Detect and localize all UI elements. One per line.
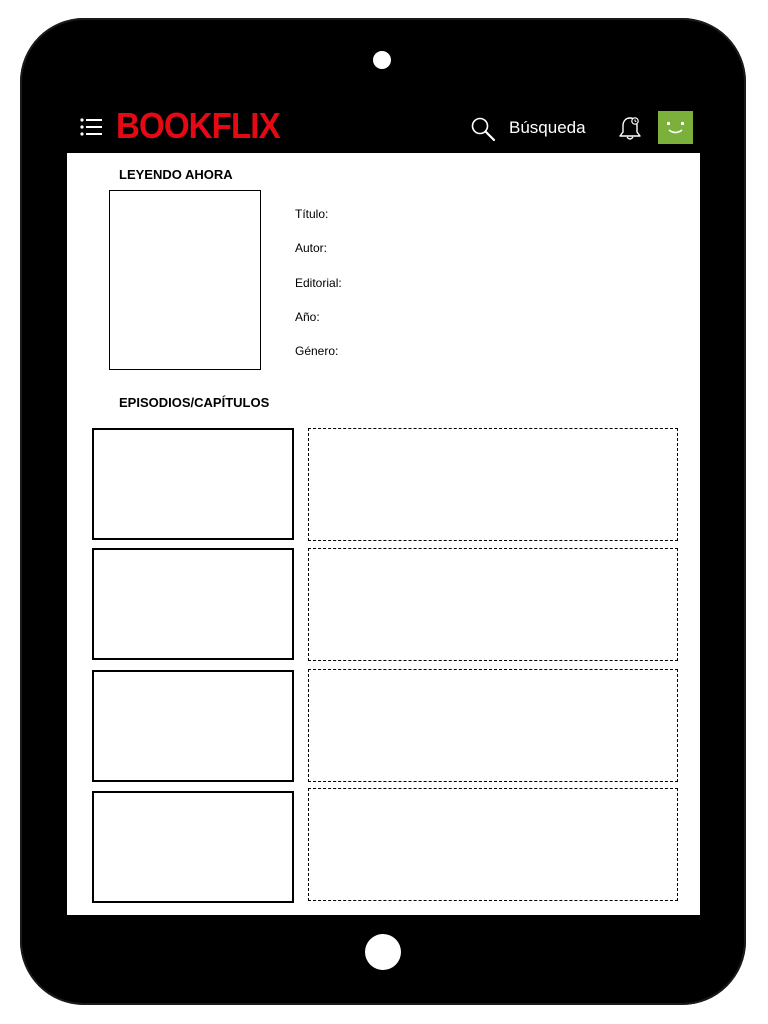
- episode-description[interactable]: [308, 669, 678, 782]
- field-title-label: Título:: [295, 207, 329, 221]
- book-cover[interactable]: [109, 190, 261, 370]
- brand-logo[interactable]: BOOKFLIX: [116, 105, 280, 146]
- field-genre-label: Género:: [295, 344, 339, 358]
- search-label[interactable]: Búsqueda: [509, 118, 586, 137]
- search-icon[interactable]: [470, 116, 496, 142]
- now-reading-title: LEYENDO AHORA: [119, 167, 233, 182]
- episodes-title: EPISODIOS/CAPÍTULOS: [119, 395, 270, 410]
- avatar[interactable]: [658, 111, 693, 144]
- bell-icon[interactable]: [617, 114, 643, 142]
- home-button[interactable]: [365, 934, 401, 970]
- field-author-label: Autor:: [295, 241, 328, 255]
- episode-thumbnail[interactable]: [92, 791, 294, 903]
- camera: [373, 51, 391, 69]
- episode-description[interactable]: [308, 788, 678, 901]
- episode-thumbnail[interactable]: [92, 428, 294, 540]
- episode-description[interactable]: [308, 428, 678, 541]
- episode-thumbnail[interactable]: [92, 670, 294, 782]
- menu-icon[interactable]: [80, 117, 102, 137]
- field-year-label: Año:: [295, 310, 320, 324]
- episode-description[interactable]: [308, 548, 678, 661]
- episode-thumbnail[interactable]: [92, 548, 294, 660]
- field-publisher-label: Editorial:: [295, 276, 342, 290]
